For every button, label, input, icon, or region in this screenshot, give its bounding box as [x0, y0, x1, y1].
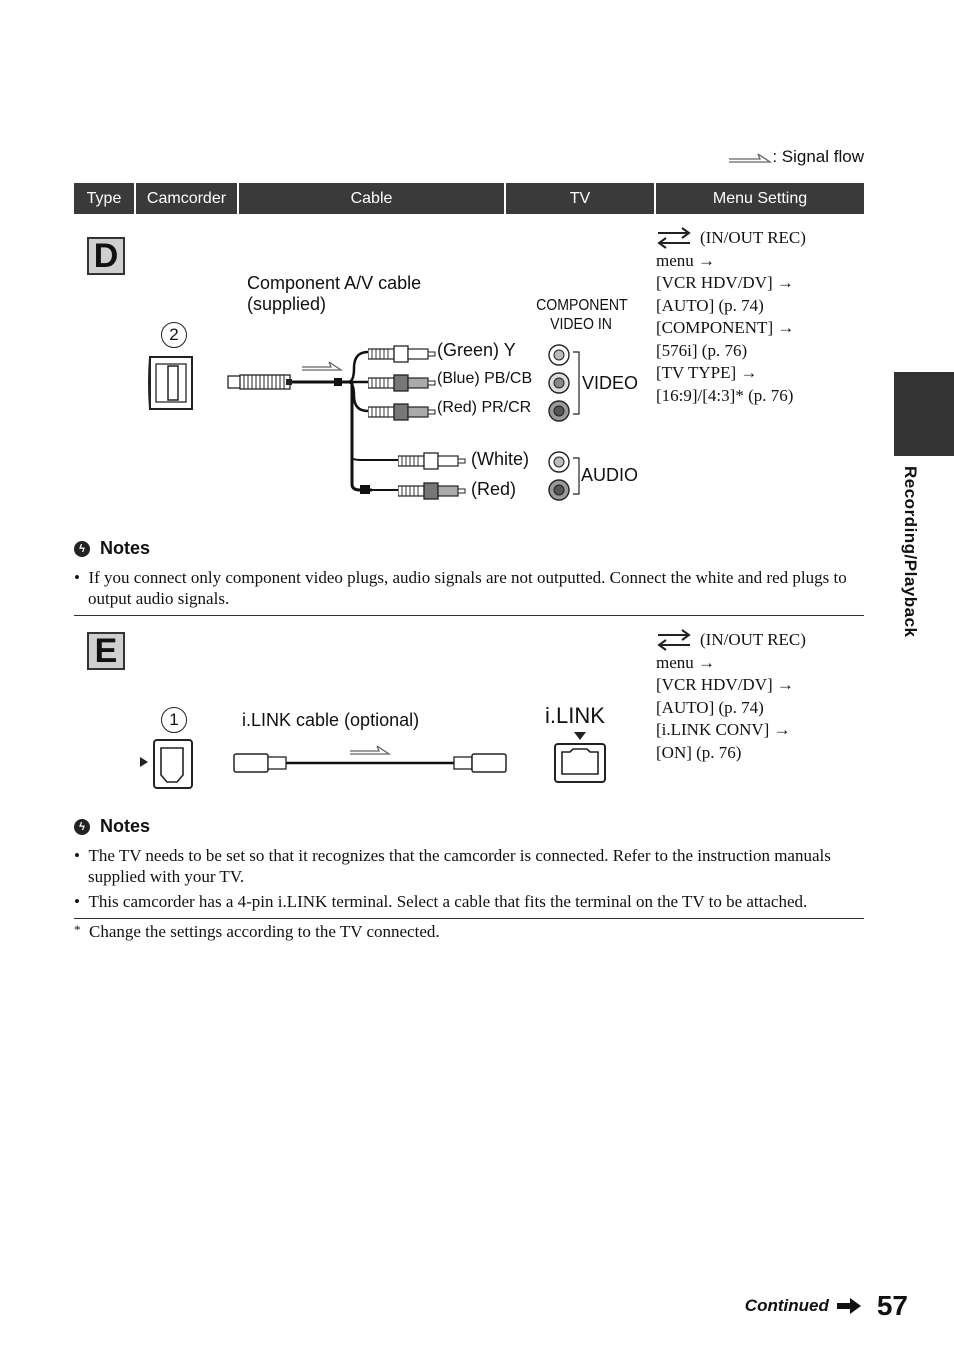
arrow-right-icon — [837, 1298, 861, 1314]
header-tv: TV — [506, 183, 656, 214]
page-footer — [745, 1290, 908, 1322]
footnote: * Change the settings according to the TV connected. — [74, 922, 440, 941]
notes-e-heading: ϟ Notes — [74, 816, 150, 837]
header-cable: Cable — [239, 183, 506, 214]
video-plugs-icon — [368, 343, 438, 423]
table-header — [74, 183, 864, 214]
side-tab — [894, 372, 954, 456]
camcorder-jack-number-e: 1 — [161, 707, 187, 733]
page-number: 57 — [876, 1290, 908, 1321]
notes-e-item: • This camcorder has a 4-pin i.LINK terminal. Select a cable that fits the terminal on the TV to be attached. — [74, 892, 808, 911]
menu-setting-e: (IN/OUT REC) menu → [VCR HDV/DV] → [AUTO] (p. 74) [i.LINK CONV] → [ON] (p. 76) — [656, 630, 806, 762]
notes-d-item: • If you connect only component video plugs, audio signals are not outputted. Connect the white and red plugs to output audio signals. — [74, 568, 847, 608]
tv-component-video-in-label: COMPONENT VIDEO IN — [536, 297, 628, 333]
plug-label-red: (Red) PR/CR — [437, 399, 532, 416]
signal-flow-legend — [728, 147, 864, 167]
notes-icon: ϟ — [74, 541, 90, 557]
side-tab-label: Recording/Playback — [901, 466, 920, 638]
in-out-rec-icon — [656, 629, 692, 651]
plug-label-red-audio: (Red) — [471, 479, 517, 499]
audio-plugs-icon — [398, 450, 468, 502]
notes-e-item: • The TV needs to be set so that it recognizes that the camcorder is connected. Refer to the instruction manuals supplied with your TV. — [74, 846, 831, 886]
section-d-badge: D — [87, 237, 125, 275]
notes-icon: ϟ — [74, 819, 90, 835]
divider — [74, 918, 864, 919]
divider — [74, 615, 864, 616]
plug-label-green: (Green) Y — [437, 340, 516, 360]
plug-label-white: (White) — [471, 449, 529, 469]
camcorder-hdv-jack-icon — [138, 738, 196, 790]
tv-audio-label: AUDIO — [581, 465, 639, 485]
header-menu-setting: Menu Setting — [656, 183, 864, 214]
signal-flow-arrow-icon — [728, 150, 772, 164]
section-e-badge: E — [87, 632, 125, 670]
menu-setting-d: (IN/OUT REC) menu → [VCR HDV/DV] → [AUTO] (p. 74) [COMPONENT] → [576i] (p. 76) [TV TYPE] → [16:9]/[4:3]* (p. 76) — [656, 228, 806, 405]
notes-d-heading: ϟ Notes — [74, 538, 150, 559]
header-type: Type — [74, 183, 136, 214]
camcorder-jack-number-d: 2 — [161, 322, 187, 348]
signal-flow-label: : Signal flow — [772, 147, 864, 166]
ilink-cable-icon — [232, 742, 508, 778]
ilink-cable-label: i.LINK cable (optional) — [242, 710, 420, 730]
continued-label: Continued — [744, 1296, 829, 1315]
tv-jacks-icon — [545, 340, 585, 505]
camcorder-av-jack-icon — [146, 354, 196, 412]
tv-ilink-label: i.LINK — [545, 703, 605, 728]
plug-label-blue: (Blue) PB/CB — [437, 370, 533, 387]
header-camcorder: Camcorder — [136, 183, 239, 214]
tv-video-label: VIDEO — [582, 373, 639, 393]
tv-ilink-jack-icon — [552, 730, 608, 784]
component-cable-label: Component A/V cable (supplied) — [247, 273, 422, 314]
in-out-rec-icon — [656, 227, 692, 249]
